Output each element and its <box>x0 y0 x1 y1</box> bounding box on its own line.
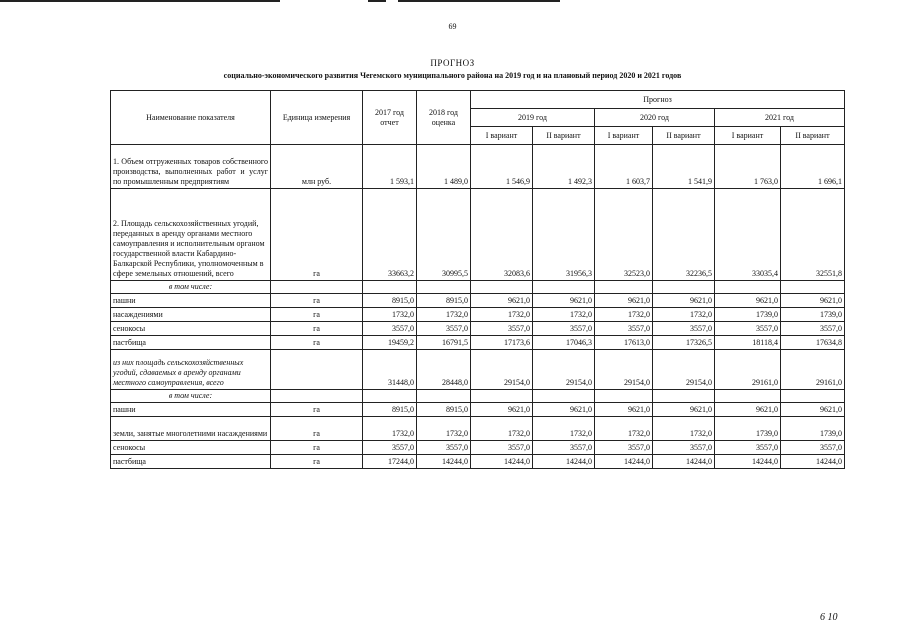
row-value: 29154,0 <box>653 350 715 390</box>
row-unit: га <box>271 294 363 308</box>
row-name: в том числе: <box>111 281 271 294</box>
table-row <box>111 350 845 390</box>
row-value: 3557,0 <box>653 441 715 455</box>
table-row <box>111 189 845 281</box>
row-value <box>471 281 533 294</box>
row-value: 8915,0 <box>363 403 417 417</box>
handwritten-marks: 6 10 <box>820 612 838 623</box>
row-value <box>715 390 781 403</box>
row-value: 29154,0 <box>595 350 653 390</box>
row-value: 9621,0 <box>471 294 533 308</box>
row-value: 1732,0 <box>533 417 595 441</box>
row-value: 9621,0 <box>595 403 653 417</box>
forecast-table <box>110 90 845 469</box>
scan-artifact-line <box>368 0 386 2</box>
row-value <box>533 390 595 403</box>
row-value: 14244,0 <box>471 455 533 469</box>
row-value: 3557,0 <box>595 441 653 455</box>
row-value <box>363 390 417 403</box>
row-name: в том числе: <box>111 390 271 403</box>
row-name: 2. Площадь сельскохозяйственных угодий, переданных в аренду органами местного самоуправления и исполнительным органом государственной власти Кабардино-Балкарской Республики, уполномоченным в сфере земельных отношений, всего <box>111 189 271 281</box>
header-2018: 2018 год оценка <box>417 91 471 145</box>
row-value <box>781 390 845 403</box>
row-value: 17173,6 <box>471 336 533 350</box>
scan-artifact-line <box>398 0 560 2</box>
table-row <box>111 322 845 336</box>
row-value: 1732,0 <box>533 308 595 322</box>
row-value: 1732,0 <box>653 417 715 441</box>
row-value: 1 541,9 <box>653 145 715 189</box>
row-value <box>595 390 653 403</box>
row-name: насаждениями <box>111 308 271 322</box>
table-row <box>111 294 845 308</box>
row-name: из них площадь сельскохозяйственных угодий, сдаваемых в аренду органами местного самоуправления, всего <box>111 350 271 390</box>
row-name: 1. Объем отгруженных товаров собственного производства, выполненных работ и услуг по промышленным предприятиям <box>111 145 271 189</box>
row-value: 3557,0 <box>653 322 715 336</box>
header-forecast: Прогноз <box>471 91 845 109</box>
row-value: 1 489,0 <box>417 145 471 189</box>
row-value: 3557,0 <box>363 322 417 336</box>
row-unit: млн руб. <box>271 145 363 189</box>
row-value: 1 763,0 <box>715 145 781 189</box>
row-value: 8915,0 <box>417 294 471 308</box>
row-unit <box>271 350 363 390</box>
row-value: 32083,6 <box>471 189 533 281</box>
row-value: 14244,0 <box>781 455 845 469</box>
row-value: 1739,0 <box>781 308 845 322</box>
row-value: 31448,0 <box>363 350 417 390</box>
row-value: 3557,0 <box>363 441 417 455</box>
row-value: 16791,5 <box>417 336 471 350</box>
row-name: сенокосы <box>111 441 271 455</box>
row-value: 1732,0 <box>363 417 417 441</box>
header-2020: 2020 год <box>595 109 715 127</box>
row-name: сенокосы <box>111 322 271 336</box>
row-value: 3557,0 <box>715 441 781 455</box>
row-value: 29154,0 <box>471 350 533 390</box>
row-unit: га <box>271 322 363 336</box>
row-value: 14244,0 <box>595 455 653 469</box>
row-value: 14244,0 <box>715 455 781 469</box>
table-row <box>111 390 845 403</box>
row-value: 9621,0 <box>781 403 845 417</box>
row-value: 1732,0 <box>417 417 471 441</box>
row-unit <box>271 390 363 403</box>
row-value <box>471 390 533 403</box>
row-value: 14244,0 <box>653 455 715 469</box>
row-value: 9621,0 <box>595 294 653 308</box>
row-value <box>653 281 715 294</box>
row-value: 19459,2 <box>363 336 417 350</box>
row-value <box>595 281 653 294</box>
header-2019: 2019 год <box>471 109 595 127</box>
row-value: 1732,0 <box>595 308 653 322</box>
row-value: 30995,5 <box>417 189 471 281</box>
row-value: 17613,0 <box>595 336 653 350</box>
header-variant-1: I вариант <box>595 127 653 145</box>
row-value: 1732,0 <box>417 308 471 322</box>
table-row <box>111 281 845 294</box>
row-unit: га <box>271 336 363 350</box>
row-value <box>363 281 417 294</box>
row-name: пастбища <box>111 336 271 350</box>
row-value: 1732,0 <box>471 417 533 441</box>
row-value: 28448,0 <box>417 350 471 390</box>
row-value: 29154,0 <box>533 350 595 390</box>
table-row <box>111 417 845 441</box>
row-value: 1739,0 <box>715 417 781 441</box>
row-value: 9621,0 <box>653 403 715 417</box>
row-value: 9621,0 <box>533 294 595 308</box>
row-unit: га <box>271 455 363 469</box>
row-name: пастбища <box>111 455 271 469</box>
row-value: 9621,0 <box>533 403 595 417</box>
row-value: 1739,0 <box>715 308 781 322</box>
row-value <box>417 390 471 403</box>
row-unit: га <box>271 189 363 281</box>
row-value <box>533 281 595 294</box>
row-value: 17244,0 <box>363 455 417 469</box>
table-row <box>111 145 845 189</box>
table-row <box>111 403 845 417</box>
table-row <box>111 308 845 322</box>
header-variant-2: II вариант <box>533 127 595 145</box>
table-row <box>111 441 845 455</box>
row-value: 33663,2 <box>363 189 417 281</box>
row-value: 17046,3 <box>533 336 595 350</box>
header-variant-1: I вариант <box>471 127 533 145</box>
row-value: 33035,4 <box>715 189 781 281</box>
header-variant-2: II вариант <box>653 127 715 145</box>
row-value: 1732,0 <box>471 308 533 322</box>
row-value: 17326,5 <box>653 336 715 350</box>
row-value <box>781 281 845 294</box>
document-subtitle: социально-экономического развития Чегемского муниципального района на 2019 год и на плановый период 2020 и 2021 годов <box>223 71 682 80</box>
row-name: пашни <box>111 294 271 308</box>
row-value: 32551,8 <box>781 189 845 281</box>
header-unit: Единица измерения <box>271 91 363 145</box>
header-2021: 2021 год <box>715 109 845 127</box>
row-value: 3557,0 <box>417 322 471 336</box>
table-row <box>111 455 845 469</box>
row-value: 9621,0 <box>715 294 781 308</box>
row-value: 1 492,3 <box>533 145 595 189</box>
row-value: 3557,0 <box>417 441 471 455</box>
row-value: 17634,8 <box>781 336 845 350</box>
row-value: 31956,3 <box>533 189 595 281</box>
row-value: 9621,0 <box>781 294 845 308</box>
row-value: 3557,0 <box>781 322 845 336</box>
row-value: 29161,0 <box>781 350 845 390</box>
row-value: 1 696,1 <box>781 145 845 189</box>
row-value: 1 546,9 <box>471 145 533 189</box>
row-value: 8915,0 <box>363 294 417 308</box>
header-variant-2: II вариант <box>781 127 845 145</box>
row-value: 3557,0 <box>533 441 595 455</box>
header-2017: 2017 год отчет <box>363 91 417 145</box>
row-value <box>417 281 471 294</box>
row-name: земли, занятые многолетними насаждениями <box>111 417 271 441</box>
row-value: 14244,0 <box>417 455 471 469</box>
row-value: 3557,0 <box>715 322 781 336</box>
row-value: 1 603,7 <box>595 145 653 189</box>
row-value: 32236,5 <box>653 189 715 281</box>
row-value: 8915,0 <box>417 403 471 417</box>
row-value: 32523,0 <box>595 189 653 281</box>
row-value: 1 593,1 <box>363 145 417 189</box>
row-value: 29161,0 <box>715 350 781 390</box>
row-value: 1732,0 <box>363 308 417 322</box>
row-value <box>715 281 781 294</box>
row-value: 9621,0 <box>653 294 715 308</box>
row-value: 3557,0 <box>781 441 845 455</box>
row-value <box>653 390 715 403</box>
row-unit: га <box>271 417 363 441</box>
row-value: 3557,0 <box>533 322 595 336</box>
table-row <box>111 336 845 350</box>
row-value: 9621,0 <box>471 403 533 417</box>
row-value: 3557,0 <box>471 322 533 336</box>
row-value: 3557,0 <box>471 441 533 455</box>
row-value: 1732,0 <box>653 308 715 322</box>
header-name: Наименование показателя <box>111 91 271 145</box>
scan-artifact-line <box>0 0 280 2</box>
row-value: 14244,0 <box>533 455 595 469</box>
row-value: 1732,0 <box>595 417 653 441</box>
page-number: 69 <box>448 22 457 31</box>
row-value: 1739,0 <box>781 417 845 441</box>
row-unit <box>271 281 363 294</box>
row-unit: га <box>271 403 363 417</box>
row-unit: га <box>271 441 363 455</box>
row-name: пашни <box>111 403 271 417</box>
row-value: 18118,4 <box>715 336 781 350</box>
row-unit: га <box>271 308 363 322</box>
row-value: 9621,0 <box>715 403 781 417</box>
document-title: ПРОГНОЗ <box>430 58 475 68</box>
header-variant-1: I вариант <box>715 127 781 145</box>
row-value: 3557,0 <box>595 322 653 336</box>
